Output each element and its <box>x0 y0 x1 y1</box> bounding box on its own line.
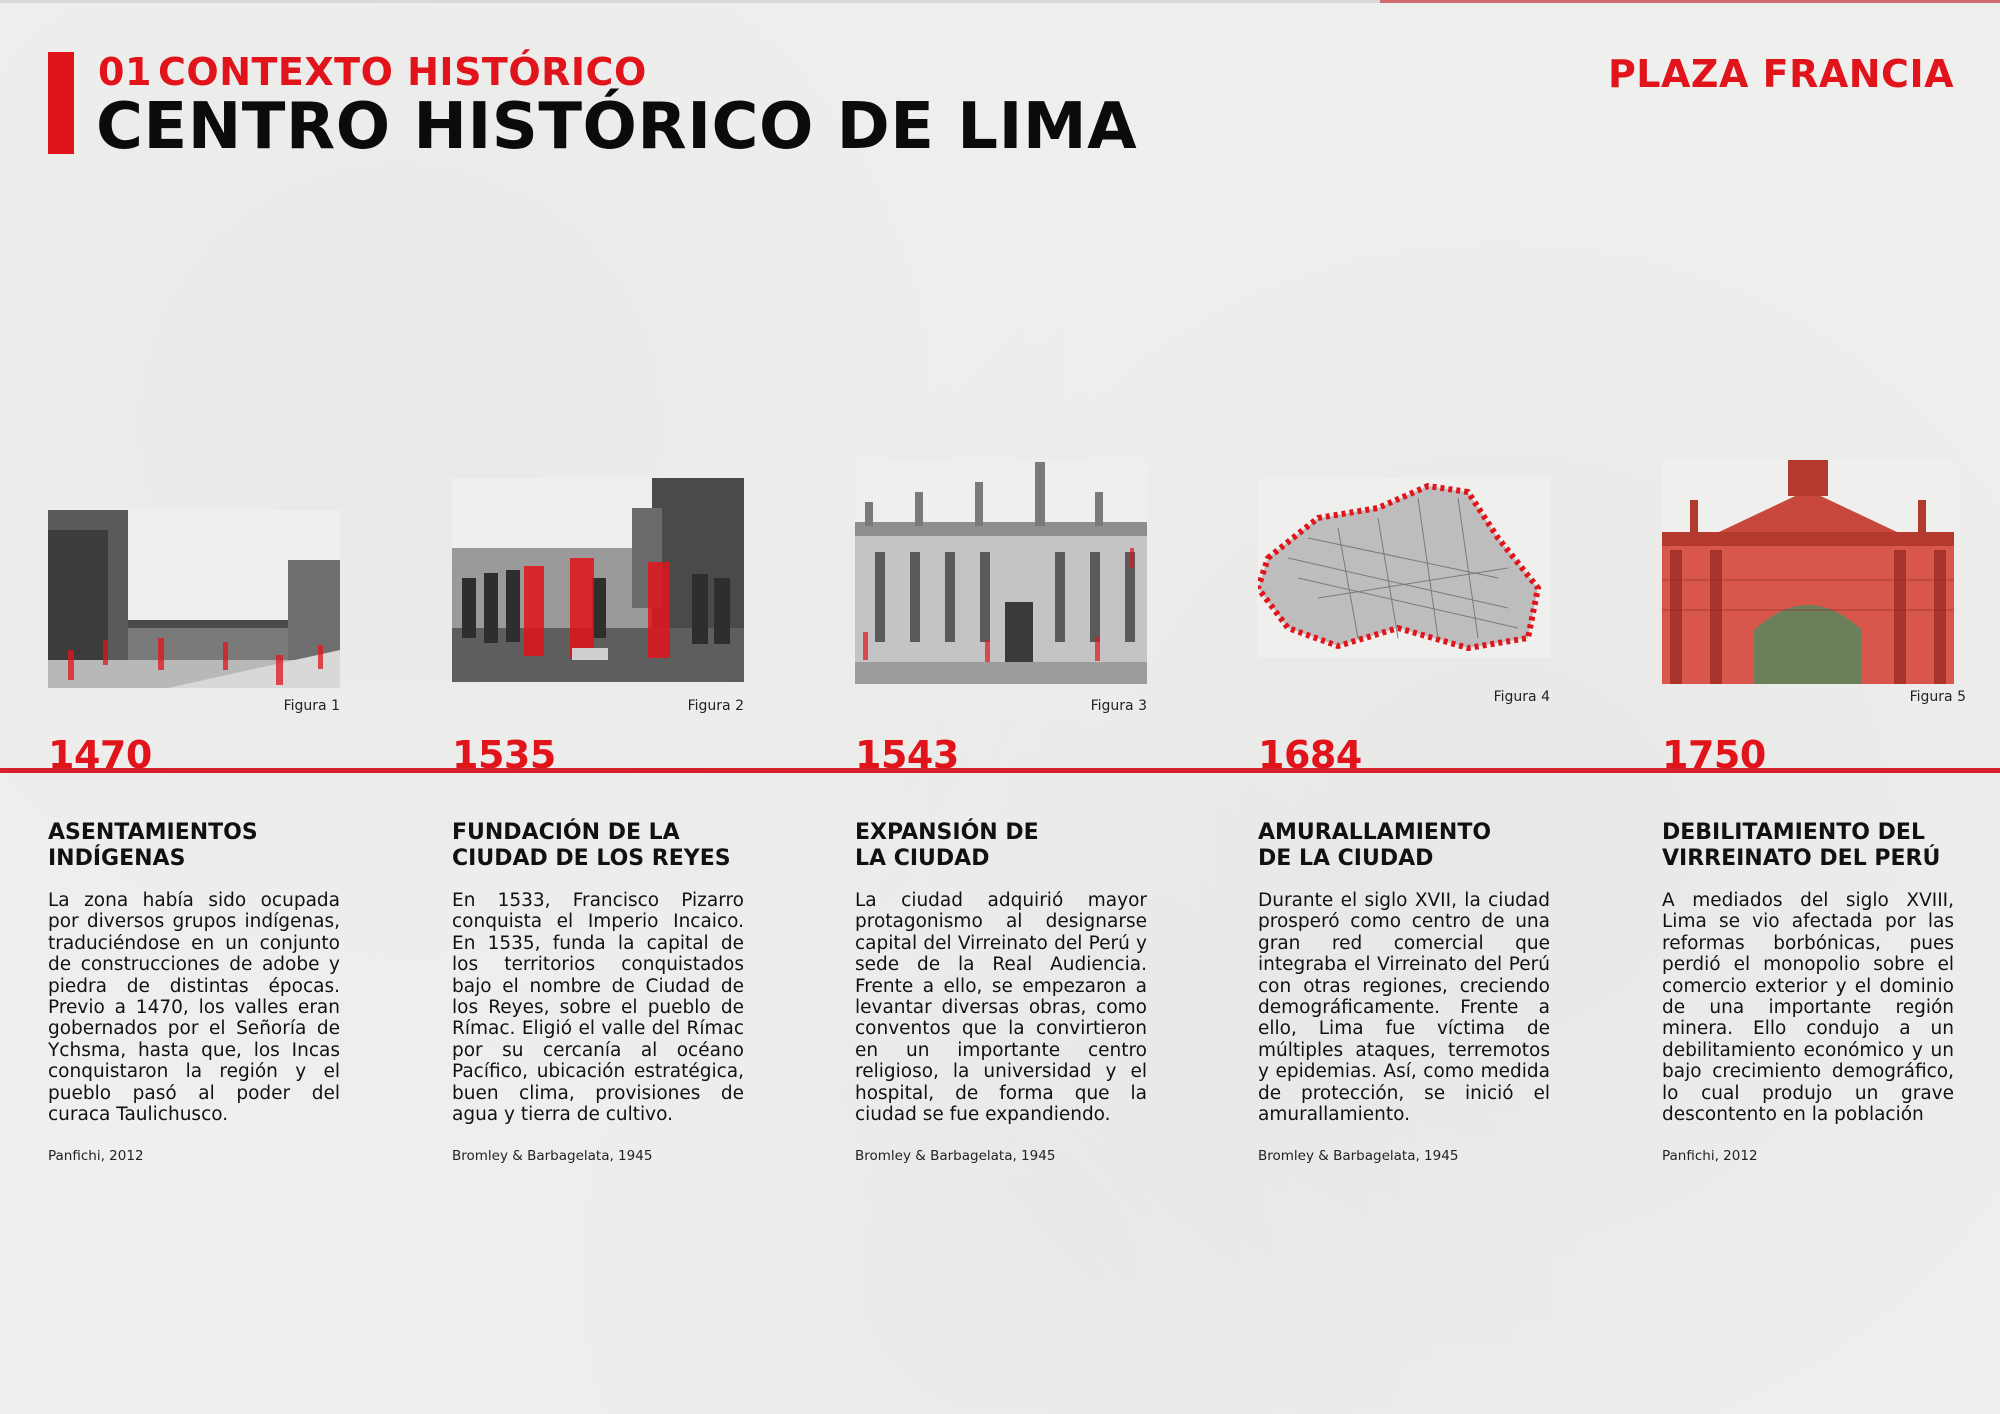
event-heading-line-2: LA CIUDAD <box>855 846 990 871</box>
event-description: Durante el siglo XVII, la ciudad prosperó como centro de una gran red comercial que integraba el Virreinato del Perú con otras regiones, creciendo demográficamente. Frente a ello, Lima fue víctima de múltiples ataques, terremotos y epidemias. Así, como medida de protección, se inició el amurallamiento. <box>1258 890 1550 1126</box>
event-source: Panfichi, 2012 <box>1662 1148 1758 1164</box>
event-description: A mediados del siglo XVIII, Lima se vio afectada por las reformas borbónicas, pues perdió el monopolio sobre el comercio exterior y el dominio de una importante región minera. Ello condujo a un debilitamiento económico y un bajo crecimiento demográfico, lo cual produjo un grave descontento en la población <box>1662 890 1954 1126</box>
event-heading-line-2: VIRREINATO DEL PERÚ <box>1662 846 1941 871</box>
event-source: Bromley & Barbagelata, 1945 <box>855 1148 1056 1164</box>
figure-4-image <box>1258 478 1550 658</box>
event-heading-line-2: DE LA CIUDAD <box>1258 846 1434 871</box>
page-title: CENTRO HISTÓRICO DE LIMA <box>96 90 1138 164</box>
timeline-event-1535 <box>452 0 744 1414</box>
section-title: CONTEXTO HISTÓRICO <box>158 50 647 94</box>
event-source: Panfichi, 2012 <box>48 1148 144 1164</box>
event-year: 1470 <box>48 733 152 777</box>
figure-3-image <box>855 462 1147 684</box>
event-heading <box>1258 820 1558 872</box>
event-heading-line-1: AMURALLAMIENTO <box>1258 820 1492 845</box>
event-heading-line-2: CIUDAD DE LOS REYES <box>452 846 731 871</box>
event-year: 1684 <box>1258 733 1362 777</box>
event-source: Bromley & Barbagelata, 1945 <box>452 1148 653 1164</box>
event-heading <box>452 820 752 872</box>
event-year: 1535 <box>452 733 556 777</box>
event-description: La zona había sido ocupada por diversos grupos indígenas, traduciéndose en un conjunto de construcciones de adobe y piedra de distintas épocas. Previo a 1470, los valles eran gobernados por el Señoría de Ychsma, hasta que, los Incas conquistaron la región y el pueblo pasó al poder del curaca Taulichusco. <box>48 890 340 1126</box>
section-number: 01 <box>98 50 152 94</box>
figure-caption: Figura 3 <box>1090 698 1147 714</box>
timeline-event-1470 <box>48 0 340 1414</box>
timeline-event-1750 <box>1662 0 1966 1414</box>
event-year: 1750 <box>1662 733 1766 777</box>
figure-1-image <box>48 510 340 688</box>
event-heading <box>1662 820 1962 872</box>
event-description: La ciudad adquirió mayor protagonismo al designarse capital del Virreinato del Perú y sede de la Real Audiencia. Frente a ello, se empezaron a levantar diversas obras, como conventos que la convirtieron en un importante centro religioso, la universidad y el hospital, de forma que la ciudad se fue expandiendo. <box>855 890 1147 1126</box>
event-heading-line-1: DEBILITAMIENTO DEL <box>1662 820 1925 845</box>
event-heading-line-1: EXPANSIÓN DE <box>855 820 1039 845</box>
event-heading <box>48 820 348 872</box>
figure-5-image <box>1662 460 1954 684</box>
event-heading-line-1: ASENTAMIENTOS <box>48 820 258 845</box>
event-heading-line-1: FUNDACIÓN DE LA <box>452 820 680 845</box>
event-source: Bromley & Barbagelata, 1945 <box>1258 1148 1459 1164</box>
event-description: En 1533, Francisco Pizarro conquista el Imperio Incaico. En 1535, funda la capital de los territorios conquistados bajo el nombre de Ciudad de los Reyes, sobre el pueblo de Rímac. Eligió el valle del Rímac por su cercanía al océano Pacífico, ubicación estratégica, buen clima, provisiones de agua y tierra de cultivo. <box>452 890 744 1126</box>
figure-2-image <box>452 478 744 682</box>
timeline-event-1684 <box>1258 0 1550 1414</box>
figure-caption: Figura 5 <box>1909 689 1966 705</box>
event-year: 1543 <box>855 733 959 777</box>
event-heading-line-2: INDÍGENAS <box>48 846 186 871</box>
figure-caption: Figura 2 <box>687 698 744 714</box>
event-heading <box>855 820 1155 872</box>
project-name: PLAZA FRANCIA <box>1607 52 1954 96</box>
figure-caption: Figura 1 <box>283 698 340 714</box>
timeline-event-1543 <box>855 0 1147 1414</box>
figure-caption: Figura 4 <box>1493 689 1550 705</box>
